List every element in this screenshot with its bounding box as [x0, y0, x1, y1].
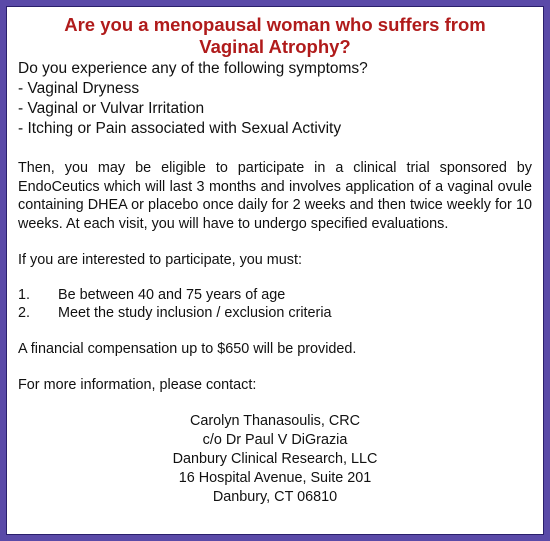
- symptom-item: - Vaginal or Vulvar Irritation: [18, 100, 205, 117]
- contact-name: Carolyn Thanasoulis, CRC: [189, 412, 361, 429]
- requirements-list: [18, 286, 532, 322]
- flyer-content: [12, 12, 538, 529]
- headline: [18, 14, 532, 58]
- trial-description: Then, you may be eligible to participate in a clinical trial sponsored by EndoCeutics which will last 3 months and involves application of a vaginal ovule containing DHEA or placebo once daily for 2 weeks and then twice weekly for 10 weeks. At each visit, you will have to undergo specified evaluations.: [18, 160, 532, 232]
- requirements-intro: If you are interested to participate, you must:: [18, 252, 302, 268]
- contact-organization: Danbury Clinical Research, LLC: [172, 450, 378, 467]
- requirement-item: [18, 304, 532, 322]
- symptom-item: - Itching or Pain associated with Sexual Activity: [18, 120, 342, 137]
- contact-city: Danbury, CT 06810: [212, 488, 338, 505]
- requirement-number: 2.: [18, 304, 31, 321]
- requirement-item: [18, 286, 532, 304]
- contact-address: 16 Hospital Avenue, Suite 201: [178, 469, 372, 486]
- compensation-note: A financial compensation up to $650 will be provided.: [18, 340, 357, 357]
- requirement-text: Meet the study inclusion / exclusion criteria: [58, 304, 332, 321]
- contact-intro: For more information, please contact:: [18, 377, 257, 393]
- contact-block: [18, 412, 532, 507]
- headline-line-1: Are you a menopausal woman who suffers from: [64, 14, 486, 35]
- symptoms-question: Do you experience any of the following symptoms?: [18, 60, 368, 77]
- contact-care-of: c/o Dr Paul V DiGrazia: [202, 431, 348, 448]
- headline-line-2: Vaginal Atrophy?: [199, 36, 351, 57]
- requirement-number: 1.: [18, 286, 31, 303]
- symptoms-list: [18, 79, 532, 139]
- symptom-item: - Vaginal Dryness: [18, 80, 140, 97]
- requirement-text: Be between 40 and 75 years of age: [58, 286, 286, 303]
